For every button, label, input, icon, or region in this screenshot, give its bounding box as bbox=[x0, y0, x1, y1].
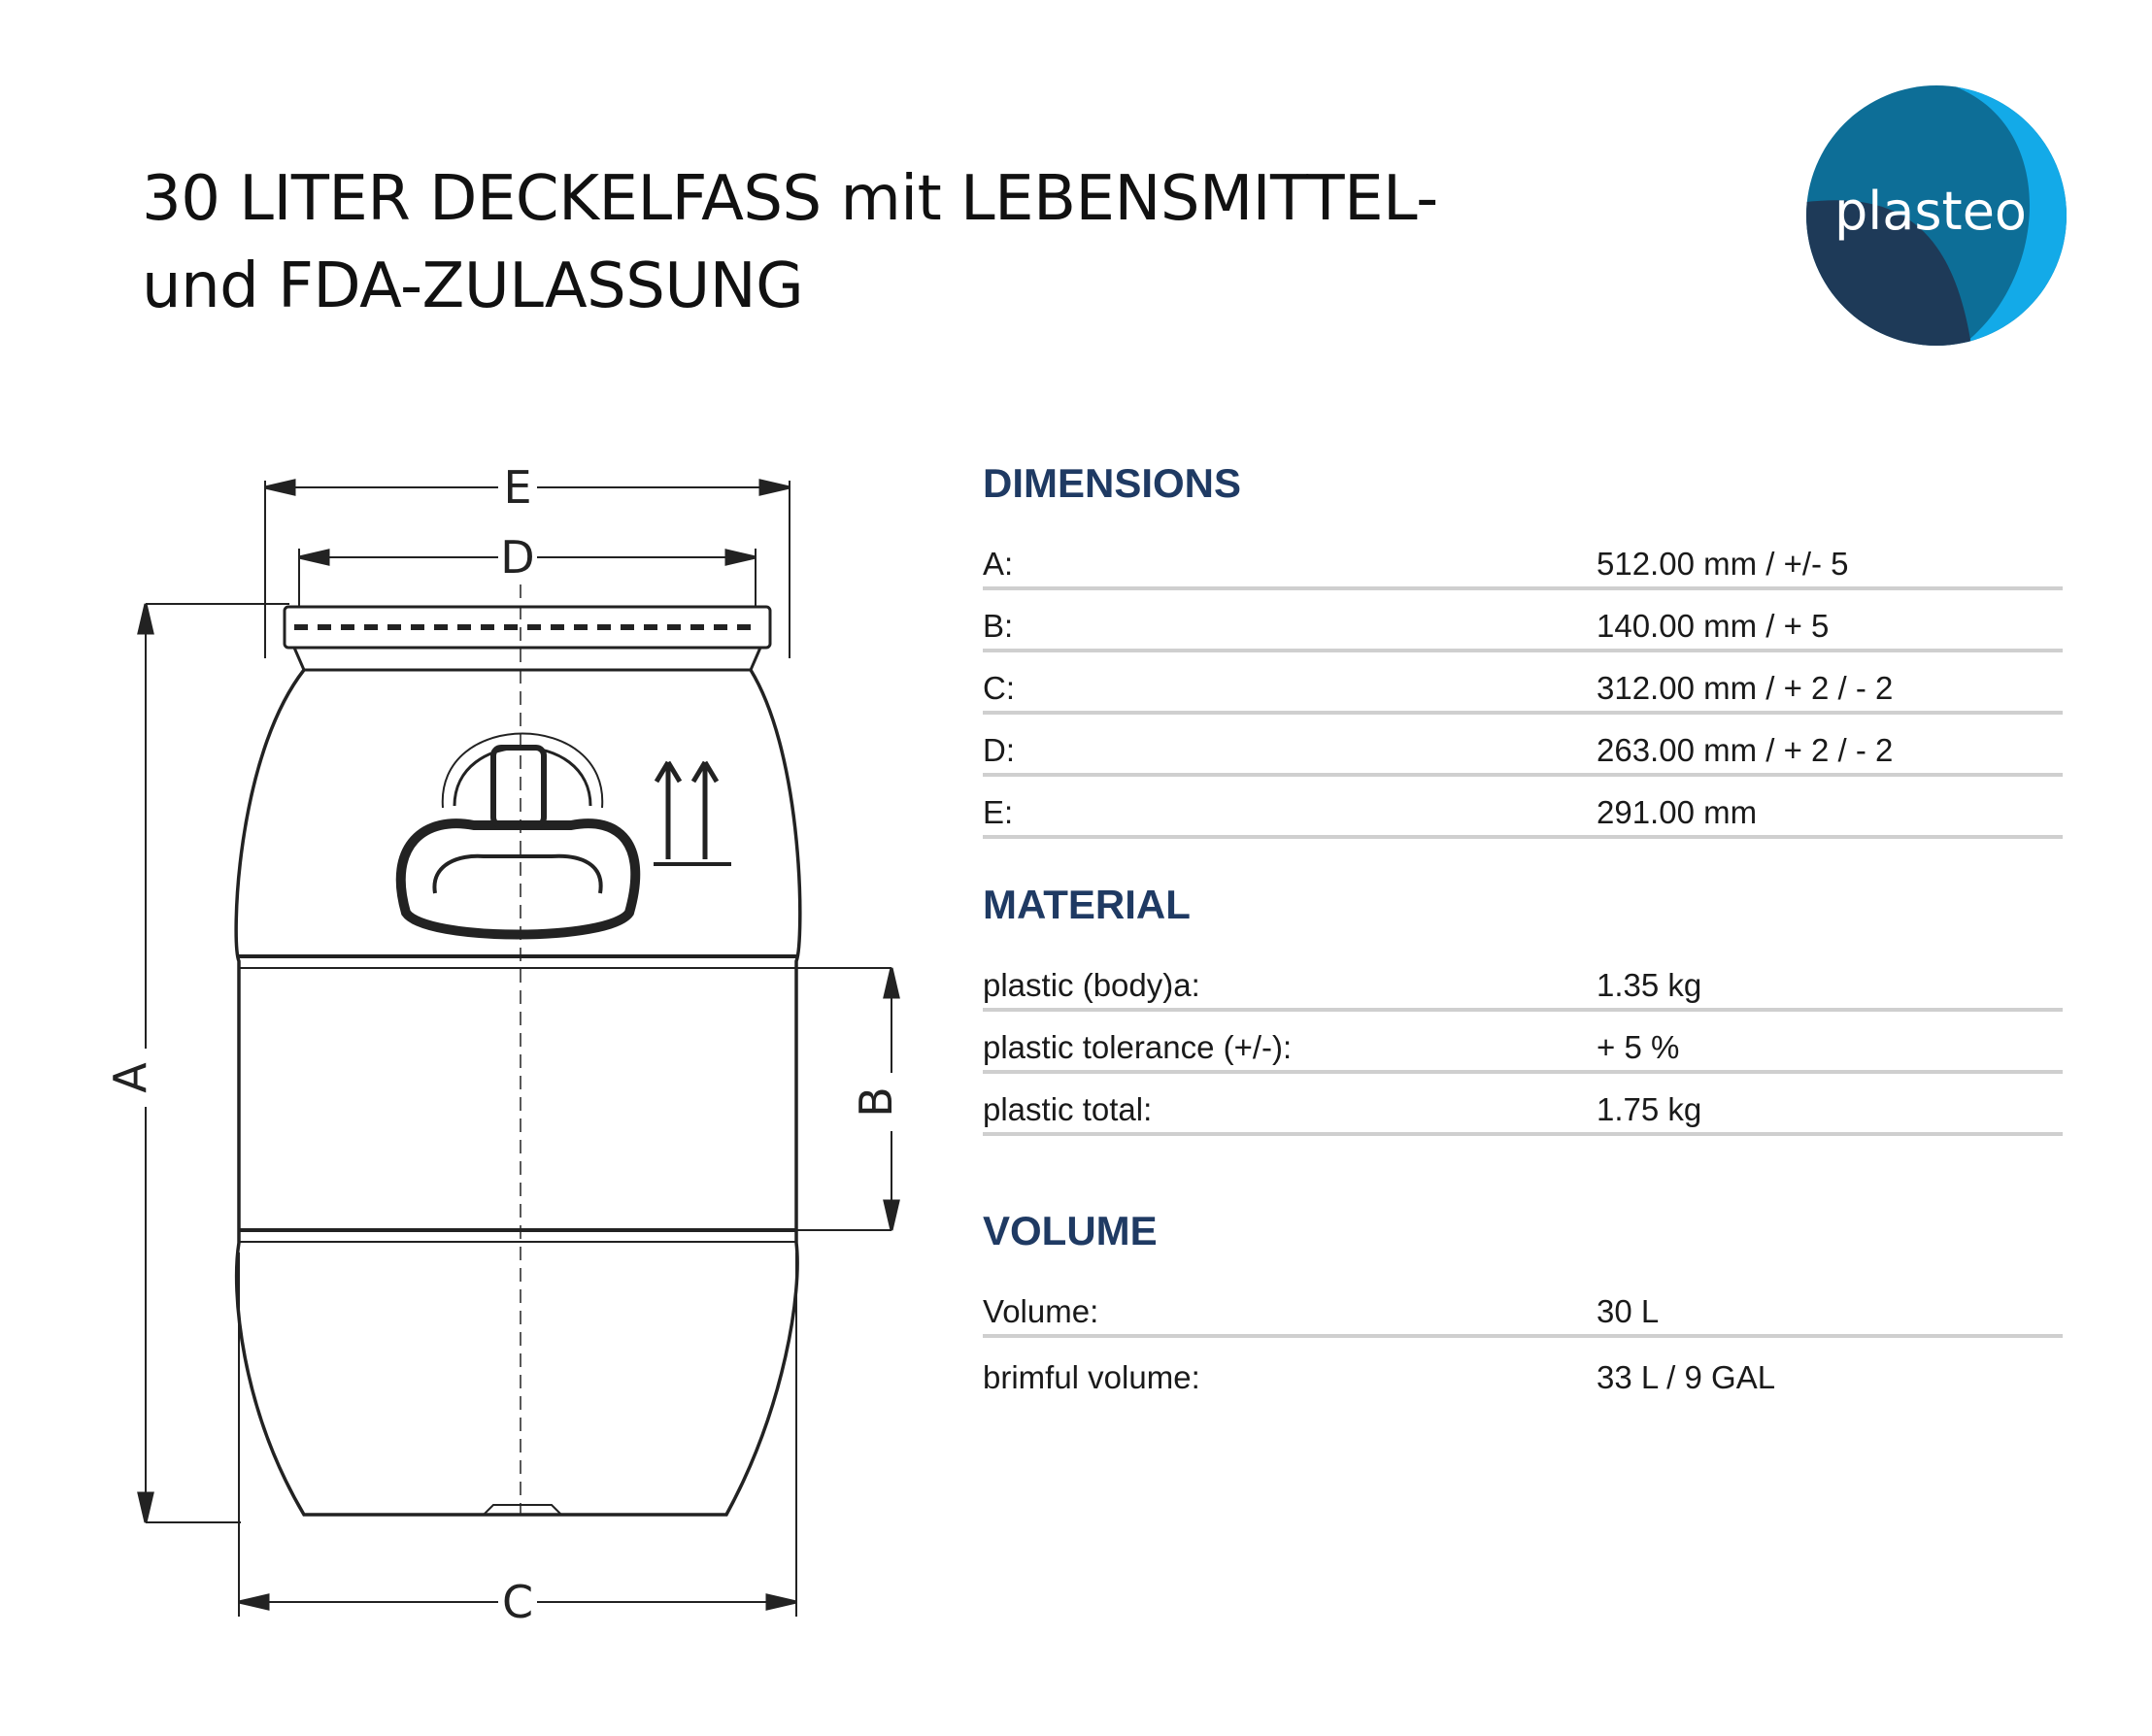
spec-value: 30 L bbox=[1597, 1293, 1660, 1329]
spec-key: D: bbox=[983, 732, 1015, 768]
volume-section bbox=[983, 1204, 2063, 1400]
plasteo-logo bbox=[1806, 85, 2067, 346]
logo-text: plasteo bbox=[1834, 181, 2027, 242]
spec-row bbox=[983, 779, 2063, 839]
spec-value: 33 L / 9 GAL bbox=[1597, 1359, 1776, 1395]
label-d: D bbox=[500, 531, 535, 584]
spec-row bbox=[983, 951, 2063, 1012]
spec-row bbox=[983, 1278, 2063, 1338]
spec-row bbox=[983, 717, 2063, 777]
spec-value: 263.00 mm / + 2 / - 2 bbox=[1597, 732, 1894, 768]
material-section bbox=[983, 878, 2063, 1136]
spec-value: + 5 % bbox=[1597, 1029, 1680, 1065]
spec-key: B: bbox=[983, 608, 1014, 644]
page-title bbox=[142, 155, 1734, 330]
spec-row bbox=[983, 1014, 2063, 1074]
dimensions-heading: DIMENSIONS bbox=[983, 460, 1242, 506]
page-title-line-1: 30 LITER DECKELFASS mit LEBENSMITTEL- bbox=[142, 163, 1438, 235]
spec-key: plastic (body)a: bbox=[983, 967, 1200, 1003]
spec-key: plastic tolerance (+/-): bbox=[983, 1029, 1293, 1065]
volume-heading: VOLUME bbox=[983, 1208, 1158, 1253]
spec-row bbox=[983, 1340, 2063, 1400]
spec-key: C: bbox=[983, 670, 1015, 706]
spec-row bbox=[983, 530, 2063, 590]
spec-key: brimful volume: bbox=[983, 1359, 1200, 1395]
spec-value: 512.00 mm / +/- 5 bbox=[1597, 546, 1849, 582]
spec-row bbox=[983, 592, 2063, 652]
spec-value: 312.00 mm / + 2 / - 2 bbox=[1597, 670, 1894, 706]
spec-value: 291.00 mm bbox=[1597, 794, 1758, 830]
barrel-drawing bbox=[104, 437, 921, 1641]
spec-key: E: bbox=[983, 794, 1014, 830]
label-a: A bbox=[104, 1062, 156, 1093]
spec-row bbox=[983, 1076, 2063, 1136]
label-b: B bbox=[850, 1086, 902, 1118]
material-heading: MATERIAL bbox=[983, 882, 1191, 927]
spec-value: 140.00 mm / + 5 bbox=[1597, 608, 1830, 644]
spec-key: Volume: bbox=[983, 1293, 1099, 1329]
spec-key: A: bbox=[983, 546, 1014, 582]
page-title-line-2: und FDA-ZULASSUNG bbox=[142, 250, 804, 322]
label-c: C bbox=[501, 1576, 534, 1628]
dimensions-section bbox=[983, 456, 2063, 839]
spec-value: 1.75 kg bbox=[1597, 1091, 1702, 1127]
label-e: E bbox=[503, 461, 532, 514]
specs-panel bbox=[983, 456, 2063, 1402]
spec-key: plastic total: bbox=[983, 1091, 1153, 1127]
spec-value: 1.35 kg bbox=[1597, 967, 1702, 1003]
spec-row bbox=[983, 654, 2063, 715]
